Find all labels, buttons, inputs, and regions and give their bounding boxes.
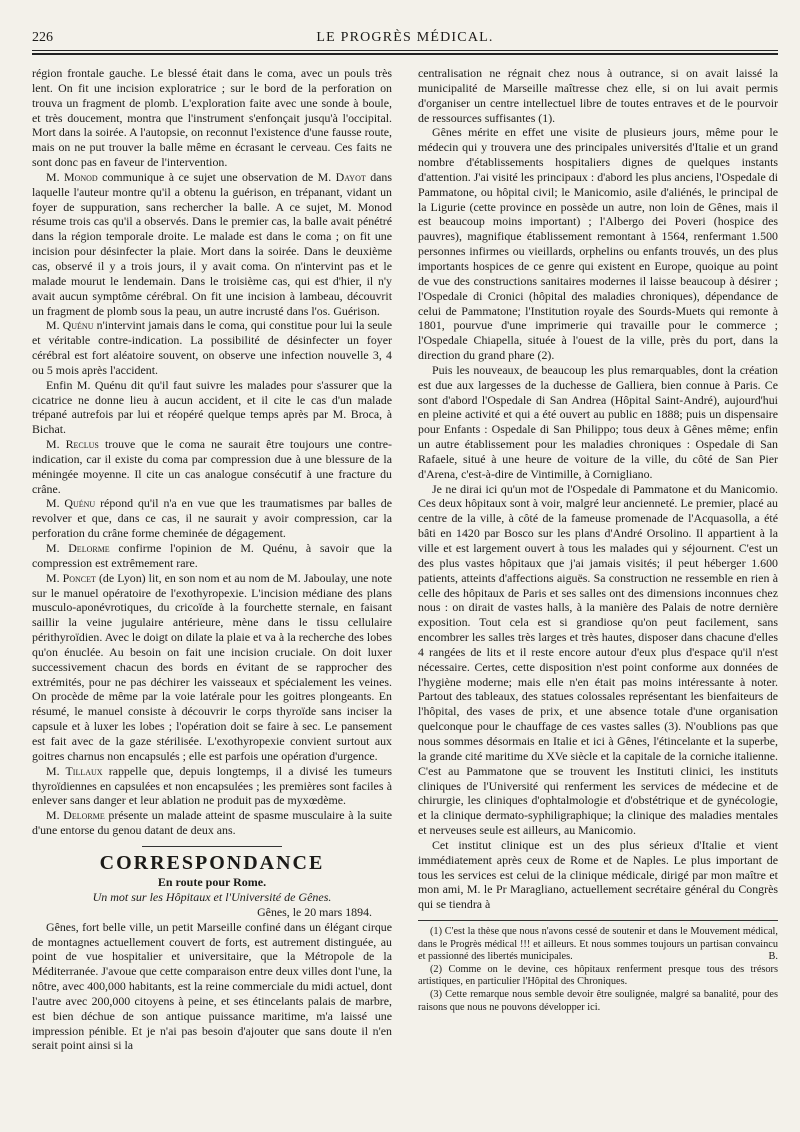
paragraph: centralisation ne régnait chez nous à outrance, si on avait laissé la municipalité de Marseille maîtresse chez elle, si on lui avait permis d'organiser un centre intellectuel libre de toutes entraves et de le pourvoir de ressources suffisantes (1). [418, 66, 778, 125]
header-rule [32, 50, 778, 51]
paragraph [32, 541, 392, 571]
paragraph [32, 764, 392, 809]
paragraph-text: communique à ce sujet une observation de [97, 169, 318, 184]
footnote-rule [418, 920, 778, 921]
right-column [418, 66, 778, 1116]
paragraph: Gênes mérite en effet une visite de plusieurs jours, même pour le médecin qui y trouvera une des principales universités d'Italie et un grand nombre d'établissements hospitaliers dignes de quelques instants d'attention. J'ai visité les principaux : d'abord les plus anciens, l'Ospedale di Pammatone, ou hôpital civil; le Manicomio, asile d'aliénés, le principal de la Ligurie (cette province en possède un autre, non loin de Gênes, mais il est beaucoup moins important) ; l'Albergo dei Poveri (hospice des pauvres), magnifique établissement remontant à 1564, renfermant 1.500 personnes infirmes ou vieillards, orphelins ou enfants trouvés, un des plus importants hospices de ce genre qui existent en Europe, quoique au point de vue des constructions sanitaires modernes il laisse beaucoup à désirer ; l'Ospedale di Cronici (hôpital des maladies chroniques), dépendance de celui de Pammatone; l'Institution royale des Sourds-Muets qui remonte à 1801, pourvue d'une imprimerie qui travaille pour le commerce ; l'Ospedale Chiapella, située à l'ouest de la ville, près du port, dans la direction du grand phare (2). [418, 125, 778, 363]
footnote-text: (1) C'est la thèse que nous n'avons cessé de soutenir et dans le Mouvement médical, dans le Progrès médical !!! et ailleurs. Et nous sommes toujours un partisan convaincu et passionné des libertés municipales. [418, 926, 778, 963]
footnote [418, 926, 778, 964]
section-subtitle: En route pour Rome. [157, 874, 267, 889]
speaker-name: M. Delorme [46, 808, 105, 823]
section-title: CORRESPONDANCE [99, 851, 325, 874]
paragraph: région frontale gauche. Le blessé était dans le coma, avec un pouls très lent. On fit une incision exploratrice ; sur le bord de la perforation on trouva un fragment de plomb. L'exploration faite avec une sonde à boule, et très doucement, montra que l'instrument s'enfonçait jusqu'à l'occipital. Mort dans la soirée. A l'autopsie, on reconnut l'existence d'une fausse route, mais on ne put trouver la balle même en écrasant le cerveau. Ces faits ne sont donc pas en faveur de l'intervention. [32, 66, 392, 170]
journal-title: LE PROGRÈS MÉDICAL. [316, 30, 494, 45]
paragraph-text: n'intervint jamais dans le coma, qui constitue pour lui la seule et véritable contre-indication. La possibilité de désinfecter un foyer cérébral est fort aléatoire souvent, on observe une infection nouvelle 3, 4 ou 5 mois après l'accident. [32, 318, 392, 377]
paragraph [32, 318, 392, 377]
footnote: (3) Cette remarque nous semble devoir être soulignée, malgré sa banalité, pour des raisons que nous ne pouvons développer ici. [418, 989, 778, 1013]
paragraph-text: répond qu'il n'a en vue que les traumatismes par balles de revolver et que, dans ce cas, il ne saurait y avoir compression, car la perforation du crâne forme cheminée de dégagement. [32, 496, 392, 541]
page-header [32, 28, 778, 48]
page-number: 226 [32, 30, 53, 45]
paragraph-text: dans laquelle l'auteur montre qu'il a obtenu la guérison, en trépanant, vidant un foyer de suppuration, sans rechercher la balle. A ce sujet, M. Monod résume trois cas qu'il a observés. Dans le premier cas, la balle avait pénétré dans la région temporale droite. Le malade est dans le coma ; on fit une incision pour désinfecter la plaie. Mort dans la soirée. Dans le deuxième cas, observé il y a trois jours, il y avait coma. On n'intervint pas et le malade mourut le lendemain. Dans le troisième cas, qui est d'hier, il n'y avait aucun symptôme cérébral. On fit une incision à lambeau, découvrit un fragment de plomb sous la peau, un autre incrusté dans l'os. Guérison. [32, 169, 392, 318]
paragraph: Gênes, fort belle ville, un petit Marseille confiné dans un élégant cirque de montagnes actuellement couvert de forts, est autrement distinguée, au point de vue hospitalier et universitaire, que la Métropole de la Méditerranée. J'avoue que cette comparaison entre deux villes dont l'une, la nôtre, avec 400,000 habitants, est la reine commerciale du midi actuel, dont l'autre avec 200,000 citoyens à peine, et ses étincelants palais de marbre, est bien déchue de son antique puissance maritime, m'a laissé une impression pénible. Et je n'ai pas besoin d'ajouter que sans doute il n'en serait point ainsi si la [32, 919, 392, 1053]
speaker-name: M. Quénu [46, 318, 94, 333]
paragraph [32, 437, 392, 496]
paragraph [32, 170, 392, 318]
letter-dateline: Gênes, le 20 mars 1894. [257, 904, 372, 919]
footnote-signature: B. [768, 951, 778, 963]
paragraph: Enfin M. Quénu dit qu'il faut suivre les malades pour s'assurer que la cicatrice ne donne lieu à aucun accident, et il cite le cas d'un malade trépané autrefois par lui et réopéré quelque temps après par M. Broca, à Bichat. [32, 377, 392, 437]
speaker-name: M. Quénu [46, 496, 96, 511]
speaker-name: M. Tillaux [46, 763, 103, 778]
paragraph [32, 496, 392, 541]
paragraph [32, 571, 392, 764]
section-subtitle-italic: Un mot sur les Hôpitaux et l'Université de Gênes. [92, 889, 332, 904]
paragraph-text: (de Lyon) lit, en son nom et au nom de M. Jaboulay, une note sur le manuel opératoire de l'exothyropexie. L'incision médiane des plans musculo-aponévrotiques, du cricoïde à la fourchette sternale, en faisant saillir la veine jugulaire antérieure, mène dans le tissu cellulaire périthyroïdien. Avec le doigt on dilate la plaie et va à la recherche des lobes qu'on énuclée. Au besoin on fait une incision cruciale. On doit luxer successivement chacun des bords en évitant de se rapprocher des extrémités, pour ne pas déchirer les vaisseaux et spécialement les veines. On procède de même par la voie latérale pour les goitres plongeants. En résumé, le manuel consiste à découvrir le corps thyroïde sans inciser la capsule et à luxer les lobes ; l'opération doit se faire à sec. Le pansement est fait avec de la gaze stérilisée. L'exothyropexie convient surtout aux goitres charnus non encapsulés ; elle est parfois une opération d'urgence. [32, 570, 392, 763]
paragraph-text: rappelle que, depuis longtemps, il a divisé les tumeurs thyroïdiennes en capsulées et non encapsulées ; les premières sont faciles à enlever sans danger et leur ablation ne produit pas de myxœdème. [32, 763, 392, 808]
speaker-name: M. Reclus [46, 437, 99, 452]
paragraph-text: trouve que le coma ne saurait être toujours une contre-indication, car il existe du coma par compression due à une blessure de la méningée moyenne. Il cite un cas analogue consécutif à une fracture du crâne. [32, 437, 392, 496]
section-divider [142, 846, 282, 847]
paragraph-text: confirme l'opinion de M. Quénu, à savoir que la compression est extrêmement rare. [32, 541, 392, 570]
journal-page [32, 28, 778, 1118]
paragraph [32, 808, 392, 838]
paragraph: Puis les nouveaux, de beaucoup les plus remarquables, dont la création est due aux largesses de la duchesse de Galliera, bien connue à Paris. Ce sont d'abord l'Ospedale di San Andrea (Hôpital Saint-André), aujourd'hui en pleine activité et qui a été ouvert au public en 1888; puis un dispensaire pour Enfants : Ospedale di San Philippo; tous deux à Gênes même; enfin un autre établissement pour les maladies chroniques : Ospedale di San Rafaele, situé à une heure de voiture de la ville, du côté de San Pier d'Arena, c'est-à-dire de Vintimille, à Cornigliano. [418, 362, 778, 481]
text-columns [32, 66, 778, 1116]
speaker-name: M. Poncet [46, 570, 96, 585]
speaker-name: M. Monod [46, 169, 98, 184]
paragraph: Je ne dirai ici qu'un mot de l'Ospedale di Pammatone et du Manicomio. Ces deux hôpitaux sont à voir, malgré leur ancienneté. Le premier, placé au centre de la ville, à côté de la fameuse promenade de l'Acquasolla, a été bâti en 1420 par Bosco sur les plans d'André Orsolino. Il appartient à la ville et est largement ouvert à tous les malades qui y séjournent. C'est un des plus vastes hôpitaux que j'ai jamais visités; il peut héberger 1.600 patients, atteints d'affections aiguës. Sa construction ne ressemble en rien à celle des hôpitaux de Paris et ses salles ont des dimensions inconnues chez nous : on dirait de vastes halls, à la manière des Palais de notre dernière exposition. Tout cela est si grandiose qu'on peut facilement, sans encombrer les salles très larges et très hautes, disposer dans chacune d'elles 4 rangées de lits et il reste encore autour d'eux plus d'espace qu'il n'est nécessaire. Certes, cette disposition n'est point conforme aux données de l'hygiène moderne; mais elle n'en était pas moins intéressante à noter. Partout des tableaux, des statues colossales représentant les bienfaiteurs de l'hôpital, des vases de prix, et une absence totale d'une organisation quelconque pour le chauffage de ces vastes salles (3). N'oublions pas que nous sommes désormais en Italie et ici à Gênes, l'étincelante et la superbe, la grande cité maritime du XVe siècle et la capitale de la corniche italienne. C'est au Pammatone que se trouvent les Instituti clinici, les instituts cliniques de l'Université qui renferment les services de médecine et de chirurgie, les cliniques d'ophtalmologie et d'obstétrique et de gynécologie, et la clinique dermato-syphiligraphique; la clinique des maladies mentales et nerveuses seule est ailleurs, au Manicomio. [418, 481, 778, 838]
paragraph: Cet institut clinique est un des plus sérieux d'Italie et vient immédiatement après ceux de Rome et de Naples. Le plus important de tous les services est celui de la clinique médicale, dirigé par mon maître et mon ami, M. le Pr Maragliano, actuellement secrétaire général du Congrès qui se tiendra à [418, 837, 778, 912]
speaker-name: M. Dayot [317, 169, 366, 184]
header-rule-thick [32, 53, 778, 55]
paragraph-text: présente un malade atteint de spasme musculaire à la suite d'une entorse du genou datant de deux ans. [32, 808, 392, 838]
footnote: (2) Comme on le devine, ces hôpitaux renferment presque tous des trésors artistiques, en particulier l'Hôpital des Chroniques. [418, 963, 778, 988]
left-column [32, 66, 392, 1116]
speaker-name: M. Delorme [46, 541, 110, 555]
